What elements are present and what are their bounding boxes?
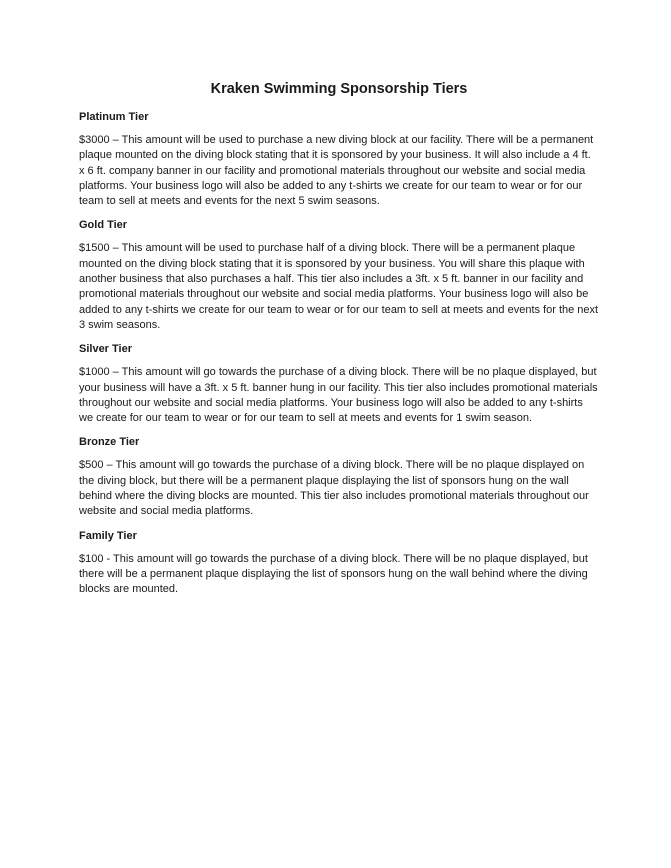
tier-description-silver: $1000 – This amount will go towards the purchase of a diving block. There will be no plaque displayed, but your business will have a 3ft. x 5 ft. banner hung in our facility. This tier also includes promotional materials throughout our website and social media platforms. Your business logo will also be added to any t-shirts we create for our team to wear or for our team to sell at meets and events for 1 swim season. (79, 366, 598, 425)
tier-section-family (79, 529, 599, 598)
tier-heading-gold: Gold Tier (79, 219, 128, 232)
tier-description-platinum: $3000 – This amount will be used to purchase a new diving block at our facility. There will be a permanent plaque mounted on the diving block stating that it is sponsored by your business. It will also include a 4 ft. x 6 ft. company banner in our facility and promotional materials throughout our website and social media platforms. Your business logo will also be added to any t-shirts we create for our team to wear or for our team to sell at meets and events for the next 5 swim seasons. (79, 134, 594, 208)
document-page (79, 80, 599, 607)
tier-section-bronze (79, 435, 599, 519)
tier-description-gold: $1500 – This amount will be used to purchase half of a diving block. There will be a permanent plaque mounted on the diving block stating that it is sponsored by your business. You will share this plaque with another business that also purchases a half. This tier also includes a 3ft. x 5 ft. banner in our facility and promotional materials throughout our website and social media platforms. Your business logo will also be added to any t-shirts we create for our team to wear or for our team to sell at meets and events for the next 3 swim seasons. (79, 242, 599, 331)
tier-section-silver (79, 342, 599, 426)
document-title: Kraken Swimming Sponsorship Tiers (210, 81, 468, 97)
tier-heading-family: Family Tier (79, 529, 137, 542)
tier-section-gold (79, 218, 599, 333)
tier-description-family: $100 - This amount will go towards the purchase of a diving block. There will be no plaque displayed, but there will be a permanent plaque displaying the list of sponsors hung on the wall behind where the diving blocks are mounted. (79, 552, 588, 596)
tier-heading-platinum: Platinum Tier (79, 111, 149, 123)
tier-heading-silver: Silver Tier (79, 343, 132, 356)
tier-section-platinum (79, 110, 599, 209)
tier-heading-bronze: Bronze Tier (79, 436, 140, 449)
tier-description-bronze: $500 – This amount will go towards the purchase of a diving block. There will be no plaque displayed on the diving block, but there will be a permanent plaque displaying the list of sponsors hung on the wall behind where the diving blocks are mounted. This tier also includes promotional materials throughout our website and social media platforms. (79, 459, 589, 518)
